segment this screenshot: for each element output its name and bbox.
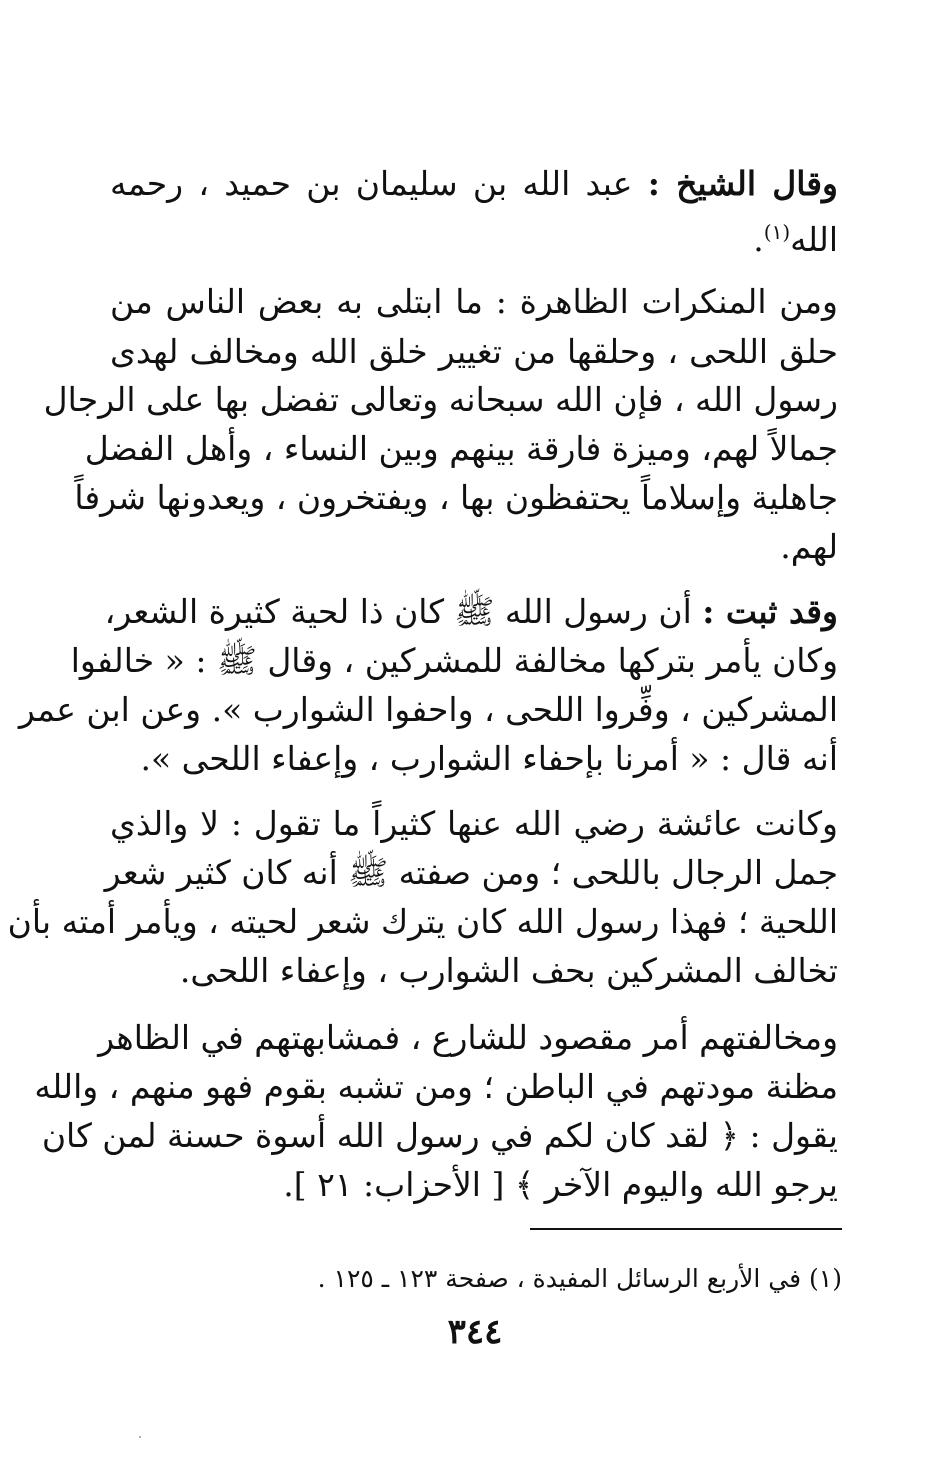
- p4-line-4: يرجو الله واليوم الآخر ﴾ [ الأحزاب: ٢١ ].: [283, 1165, 838, 1204]
- p3-line-2: جمل الرجال باللحى ؛ ومن صفته ﷺ أنه كان كثير شعر: [104, 853, 838, 892]
- p1-line-2: حلق اللحى ، وحلقها من تغيير خلق الله ومخالف لهدى: [110, 332, 838, 371]
- p2-line-2: وكان يأمر بتركها مخالفة للمشركين ، وقال ﷺ : « خالفوا: [70, 641, 838, 680]
- footnote: [318, 1262, 842, 1296]
- p2-line-1: [104, 588, 838, 636]
- p4-line-2: مظنة مودتهم في الباطن ؛ ومن تشبه بقوم فهو منهم ، والله: [34, 1067, 838, 1106]
- heading-text: عبد الله بن سليمان بن حميد ، رحمه: [110, 164, 633, 203]
- p1-line-5: جاهلية وإسلاماً يحتفظون بها ، ويفتخرون ، ويعدونها شرفاً: [74, 478, 838, 517]
- heading-line-2: [110, 208, 838, 264]
- p1-line-4: جمالاً لهم، وميزة فارقة بينهم وبين النساء ، وأهل الفضل: [84, 429, 838, 468]
- p2-bold-lead: وقد ثبت :: [702, 592, 838, 631]
- page-number: ٣٤٤: [447, 1312, 503, 1352]
- p3-line-1: وكانت عائشة رضي الله عنها كثيراً ما تقول : لا والذي: [110, 804, 838, 843]
- p2-line-1-text: أن رسول الله ﷺ كان ذا لحية كثيرة الشعر،: [104, 592, 692, 631]
- p4-line-1: ومخالفتهم أمر مقصود للشارع ، فمشابهتهم في الظاهر: [98, 1018, 838, 1057]
- p3-line-4: تخالف المشركين بحف الشوارب ، وإعفاء اللحى.: [179, 951, 838, 990]
- footnote-divider: [530, 1228, 842, 1230]
- p1-line-3: رسول الله ، فإن الله سبحانه وتعالى تفضل بها على الرجال: [43, 380, 838, 419]
- p3-line-3: اللحية ؛ فهذا رسول الله كان يترك شعر لحيته ، ويأمر أمته بأن: [7, 902, 838, 941]
- footnote-number: (١): [809, 1264, 842, 1293]
- p2-line-4: أنه قال : « أمرنا بإحفاء الشوارب ، وإعفاء اللحى ».: [140, 739, 838, 778]
- p2-line-3: المشركين ، وفِّروا اللحى ، واحفوا الشوارب ». وعن ابن عمر: [18, 690, 838, 729]
- heading-continuation: الله: [790, 220, 838, 259]
- heading-line-1: [110, 160, 838, 208]
- p4-line-3: يقول : ﴿ لقد كان لكم في رسول الله أسوة حسنة لمن كان: [41, 1116, 838, 1155]
- footnote-reference: (١): [763, 220, 791, 244]
- p1-line-1: ومن المنكرات الظاهرة : ما ابتلى به بعض الناس من: [110, 282, 838, 321]
- scan-speck: [139, 1436, 141, 1438]
- footnote-text: في الأربع الرسائل المفيدة ، صفحة ١٢٣ ـ ١٢٥ .: [317, 1264, 802, 1293]
- heading-end: .: [753, 220, 764, 259]
- p1-line-6: لهم.: [780, 527, 838, 566]
- heading-prefix: وقال الشيخ :: [647, 164, 838, 203]
